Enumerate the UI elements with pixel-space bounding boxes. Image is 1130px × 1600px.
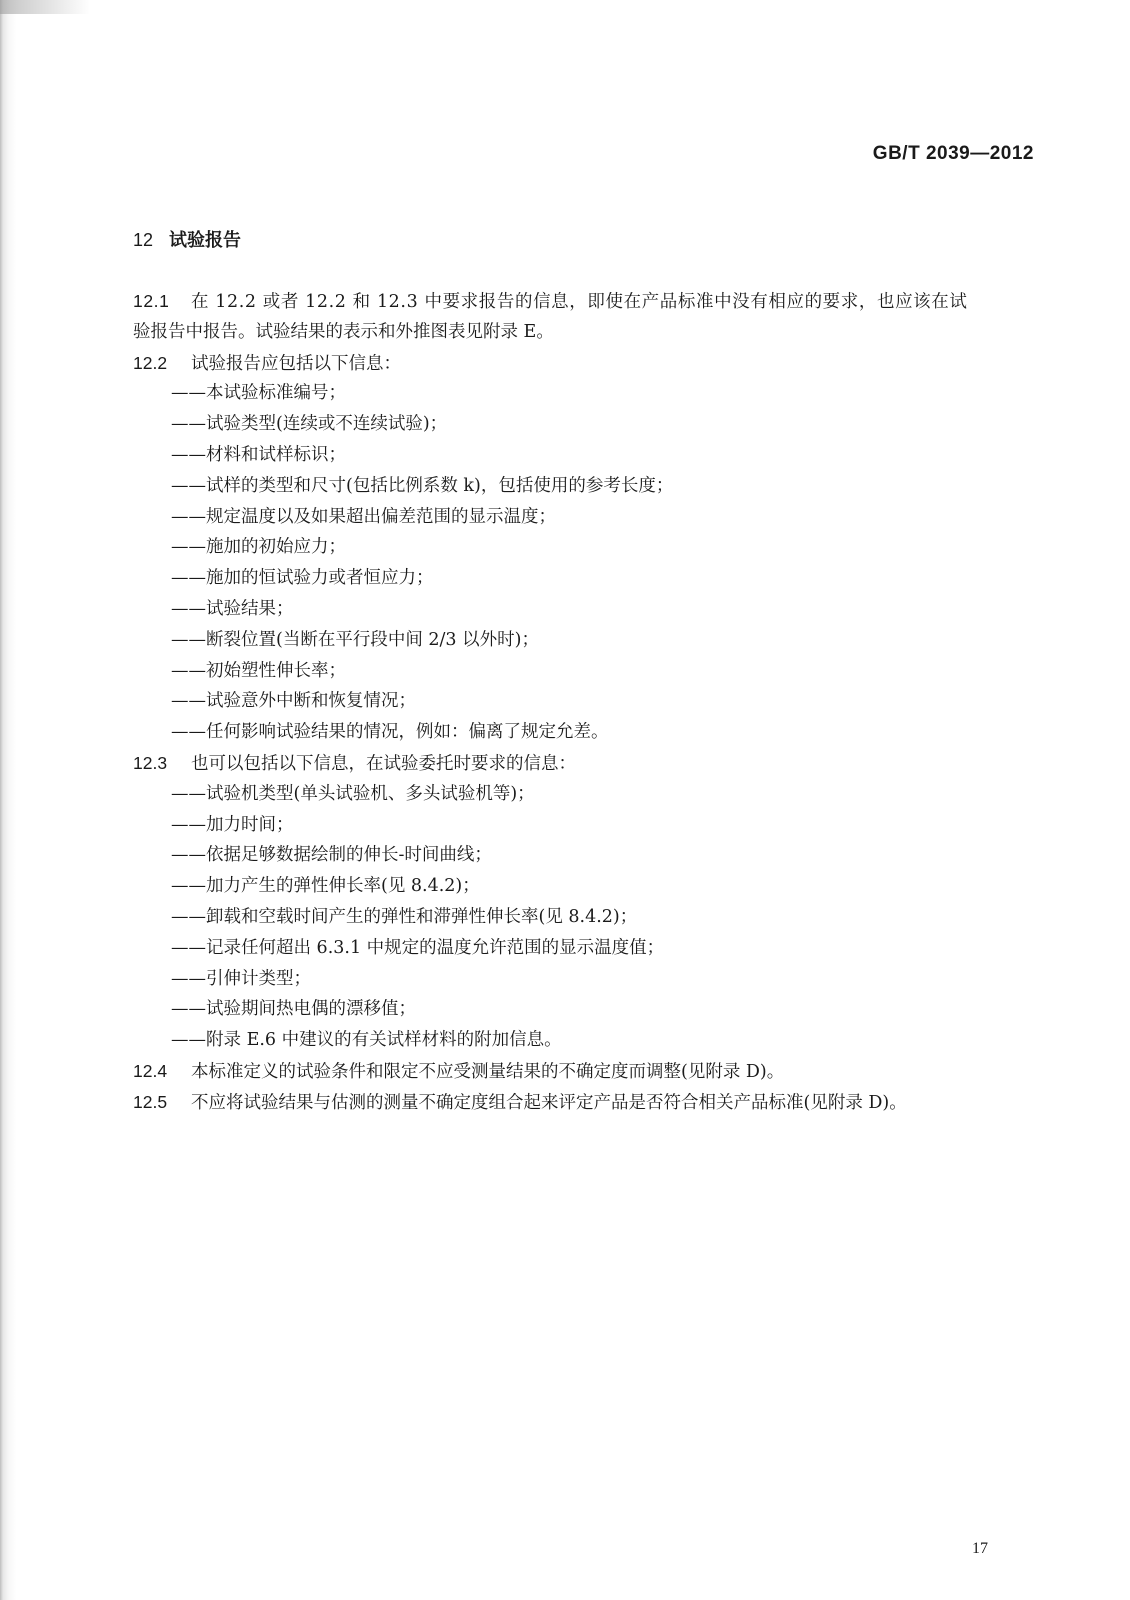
clause-text: 不应将试验结果与估测的测量不确定度组合起来评定产品是否符合相关产品标准(见附录 D)。: [191, 1092, 907, 1113]
clause-text: 试验报告应包括以下信息：: [191, 353, 401, 374]
clause-number: 12.2: [133, 352, 168, 373]
list-item: ——试验机类型(单头试验机、多头试验机等)；: [171, 783, 535, 804]
document-body: [133, 286, 1043, 1118]
scan-smudge: [0, 0, 90, 14]
list-item: ——依据足够数据绘制的伸长-时间曲线；: [171, 845, 492, 866]
clause-number: 12.3: [133, 752, 168, 773]
list-item: ——卸载和空载时间产生的弹性和滞弹性伸长率(见 8.4.2)；: [171, 906, 638, 927]
list-item: ——试验意外中断和恢复情况；: [171, 691, 416, 712]
list-item: ——记录任何超出 6.3.1 中规定的温度允许范围的显示温度值；: [171, 937, 665, 958]
clause-number: 12.4: [133, 1060, 168, 1081]
clause-12-4: [133, 1056, 1043, 1087]
list-item: ——施加的恒试验力或者恒应力；: [171, 568, 434, 589]
section-heading: [133, 226, 241, 252]
list-item: ——材料和试样标识；: [171, 444, 346, 465]
list-item: ——试验结果；: [171, 598, 294, 619]
clause-text: 也可以包括以下信息，在试验委托时要求的信息：: [191, 753, 576, 774]
list-item: ——施加的初始应力；: [171, 537, 346, 558]
list-item: ——引伸计类型；: [171, 968, 311, 989]
list-item: ——加力产生的弹性伸长率(见 8.4.2)；: [171, 876, 480, 897]
list-item: ——附录 E.6 中建议的有关试样材料的附加信息。: [171, 1030, 562, 1051]
list-item: ——规定温度以及如果超出偏差范围的显示温度；: [171, 506, 556, 527]
clause-12-1-line-1: [133, 286, 1043, 317]
standard-number: GB/T 2039—2012: [872, 143, 1034, 164]
list-item: ——试样的类型和尺寸(包括比例系数 k)，包括使用的参考长度；: [171, 475, 674, 496]
clause-12-5: [133, 1087, 1043, 1118]
list-item: ——断裂位置(当断在平行段中间 2/3 以外时)；: [171, 629, 539, 650]
clause-text: 本标准定义的试验条件和限定不应受测量结果的不确定度而调整(见附录 D)。: [191, 1061, 785, 1082]
list-item: ——试验类型(连续或不连续试验)；: [171, 414, 448, 435]
list-item: ——任何影响试验结果的情况，例如：偏离了规定允差。: [171, 722, 609, 743]
section-title: 试验报告: [169, 230, 242, 251]
clause-text: 在 12.2 或者 12.2 和 12.3 中要求报告的信息，即使在产品标准中没有相应的要求，也应该在试: [191, 292, 968, 312]
list-item: ——本试验标准编号；: [171, 383, 346, 404]
clause-12-3: [133, 748, 1043, 779]
scan-shadow-edge: [0, 0, 16, 1600]
clause-number: 12.5: [133, 1091, 168, 1112]
list-item: ——初始塑性伸长率；: [171, 660, 346, 681]
list-item: ——加力时间；: [171, 814, 294, 835]
list-item: ——试验期间热电偶的漂移值；: [171, 999, 416, 1020]
clause-12-2: [133, 348, 1043, 379]
clause-number: 12.1: [133, 291, 170, 311]
section-number: 12: [133, 230, 154, 250]
clause-12-1-line-2: 验报告中报告。试验结果的表示和外推图表见附录 E。: [133, 321, 554, 342]
page-number: 17: [972, 1540, 988, 1557]
